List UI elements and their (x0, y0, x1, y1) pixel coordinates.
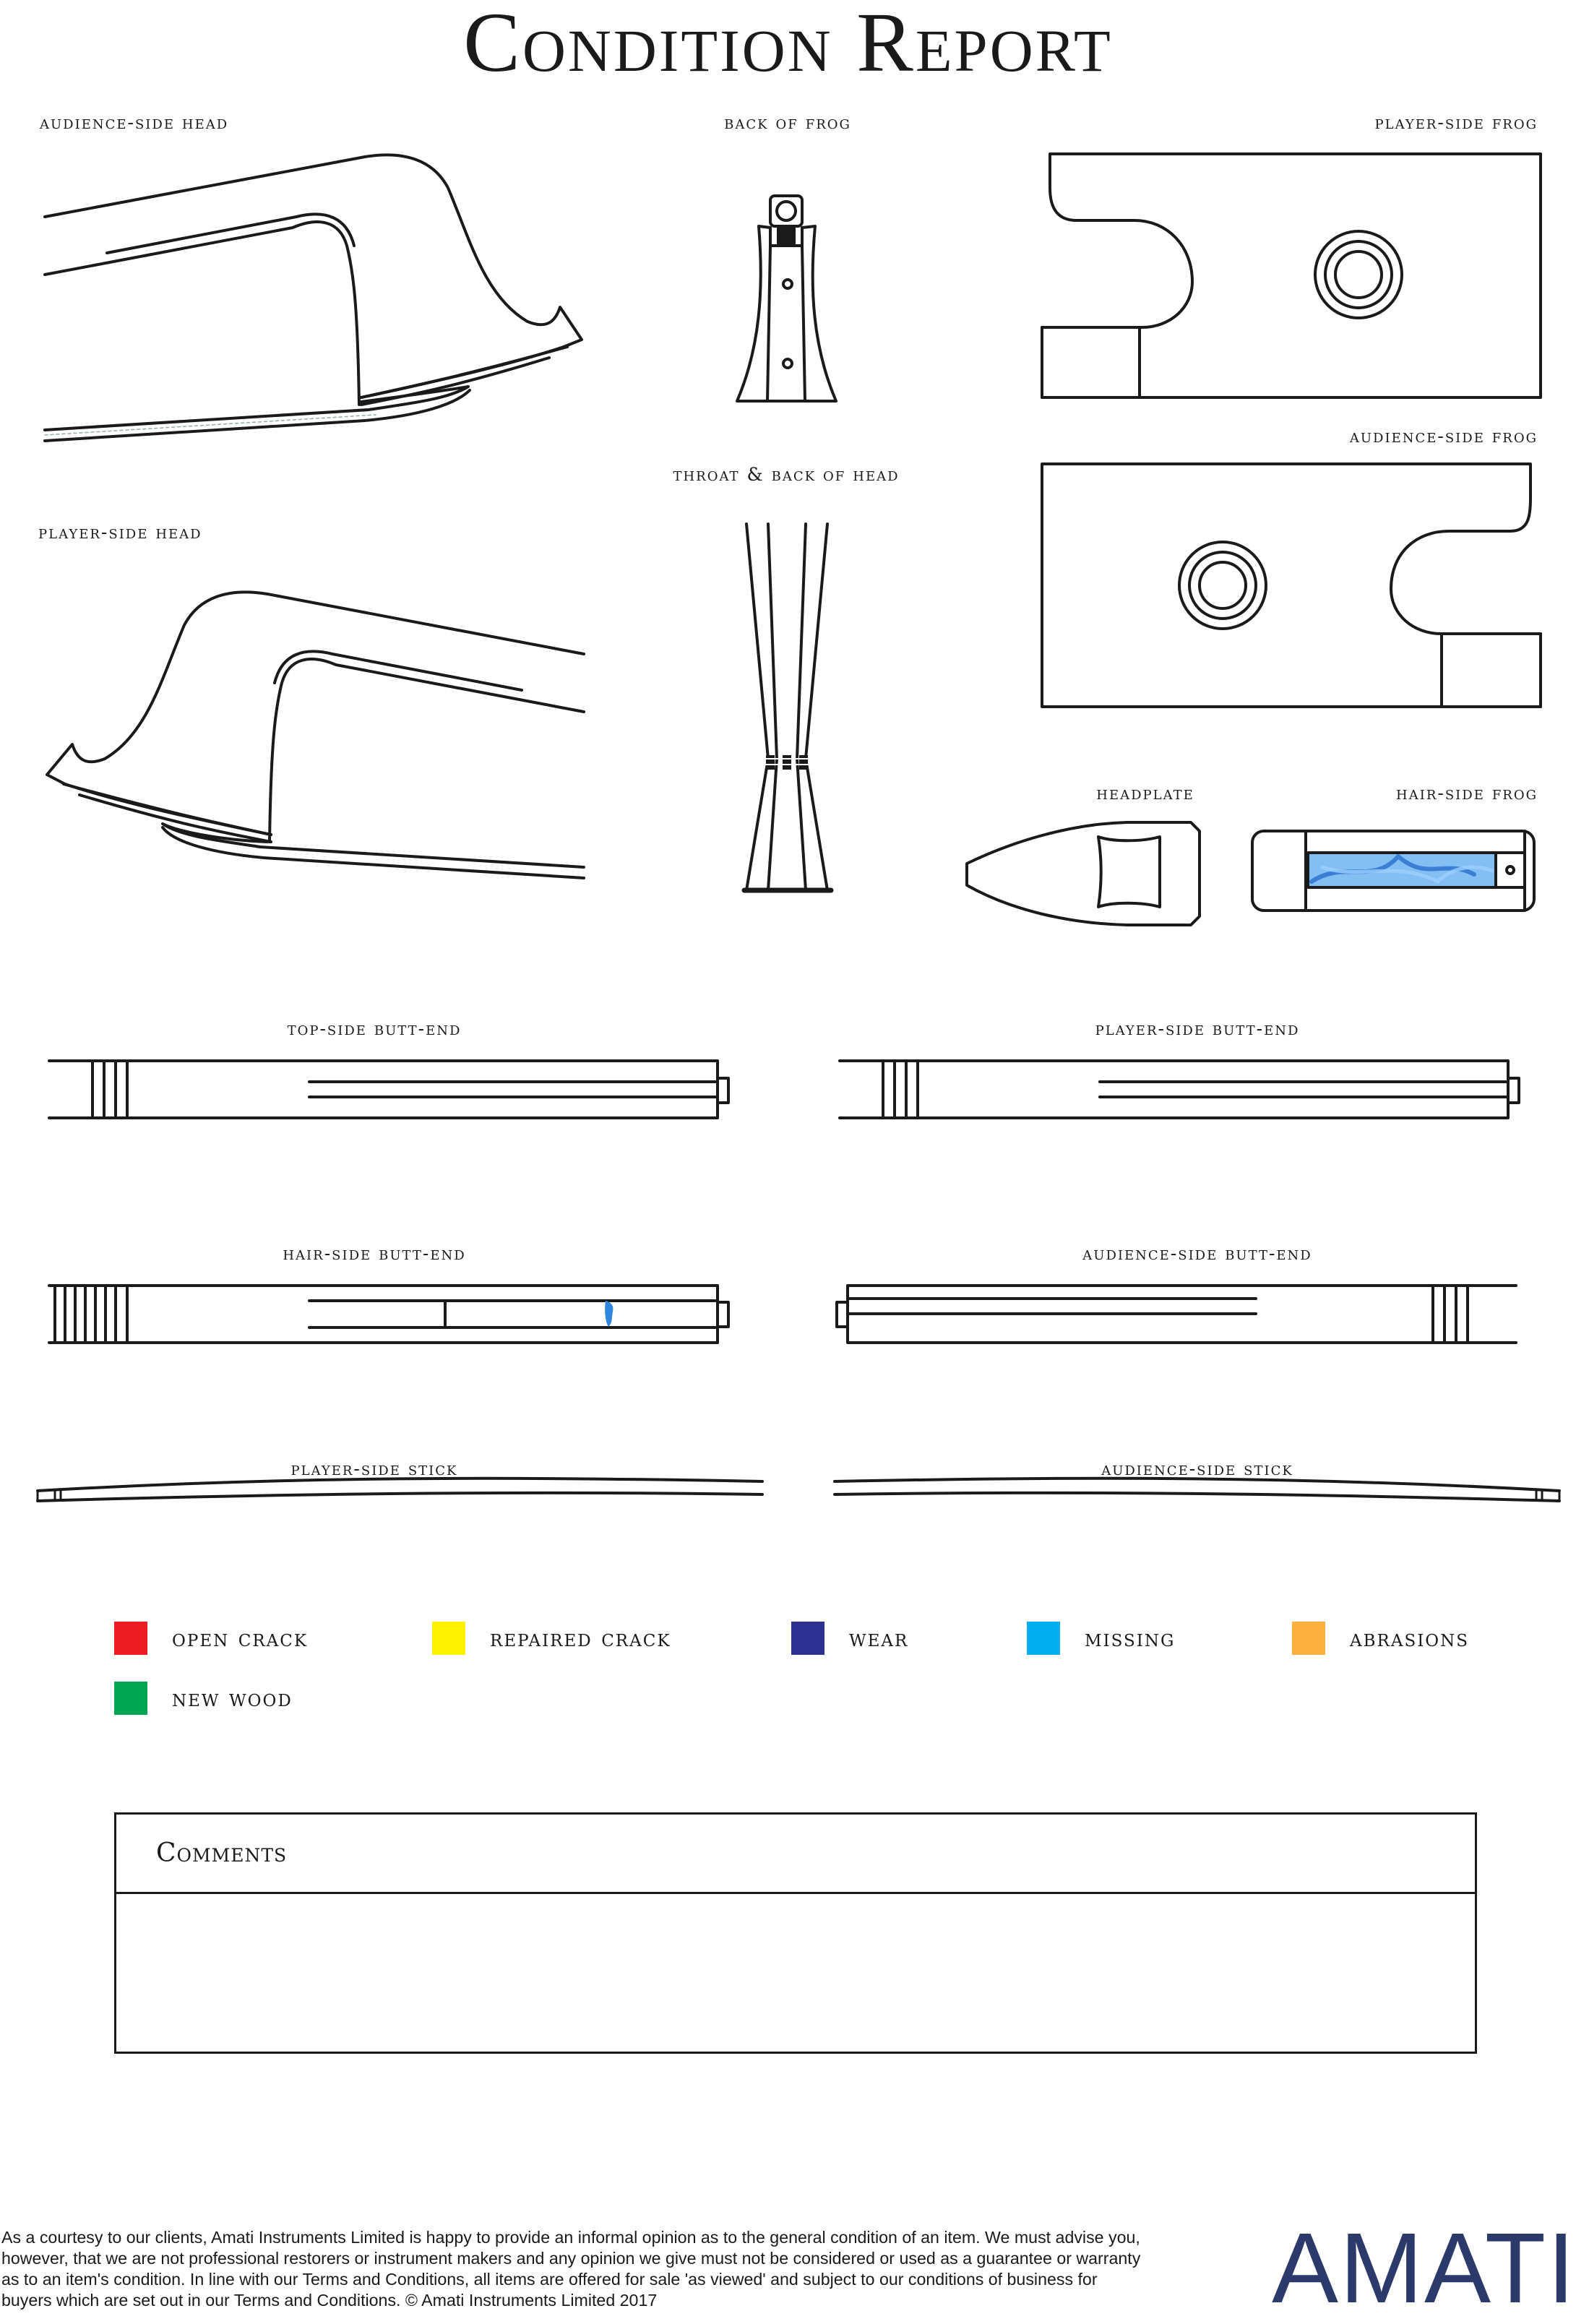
label-hair-side-frog: hair-side frog (1396, 783, 1538, 804)
comments-header (116, 1815, 1475, 1894)
page-title: Condition Report (463, 0, 1113, 90)
audience-side-head-drawing (45, 155, 582, 441)
swatch-missing (1027, 1622, 1060, 1655)
amati-logo: AMATI (1272, 2213, 1576, 2324)
label-throat-back-of-head: throat & back of head (673, 464, 900, 485)
swatch-wear (791, 1622, 824, 1655)
legend-label-missing: missing (1085, 1624, 1176, 1652)
legend-label-open-crack: open crack (172, 1624, 309, 1652)
missing-marking-hair-side-frog (1309, 854, 1494, 886)
label-audience-side-frog: audience-side frog (1349, 426, 1538, 447)
label-player-side-butt-end: player-side butt-end (1095, 1018, 1300, 1039)
player-side-stick-drawing (38, 1479, 762, 1501)
label-top-side-butt-end: top-side butt-end (287, 1018, 462, 1039)
label-player-side-head: player-side head (38, 522, 202, 543)
swatch-abrasions (1292, 1622, 1325, 1655)
throat-back-of-head-drawing (744, 524, 831, 890)
legend-label-repaired-crack: repaired crack (490, 1624, 671, 1652)
top-side-butt-end-drawing (49, 1061, 728, 1118)
comments-box (114, 1812, 1477, 2054)
label-hair-side-butt-end: hair-side butt-end (283, 1243, 466, 1264)
player-side-head-drawing (47, 592, 584, 878)
swatch-new-wood (114, 1682, 147, 1715)
headplate-drawing (967, 822, 1200, 925)
missing-marking-hair-side-butt-end (605, 1301, 613, 1327)
hair-side-butt-end-drawing (49, 1286, 728, 1343)
label-player-side-stick: player-side stick (290, 1458, 458, 1479)
label-audience-side-butt-end: audience-side butt-end (1082, 1243, 1312, 1264)
disclaimer-text: As a courtesy to our clients, Amati Instruments Limited is happy to provide an informal opinion as to the general condition of an item. We must advise you, however, that we are not professional restorers or instrument makers and any opinion we give must not be considered or used as a guarantee or warranty as to an item's condition. In line with our Terms and Conditions, all items are offered for sale 'as viewed' and subject to our conditions of business for buyers which are set out in our Terms and Conditions. © Amati Instruments Limited 2017 (1, 2228, 1141, 2310)
player-side-frog-drawing (1042, 154, 1541, 397)
legend-label-new-wood: new wood (172, 1684, 293, 1712)
audience-side-butt-end-drawing (837, 1286, 1516, 1343)
back-of-frog-drawing (737, 196, 836, 401)
legend-label-wear: wear (849, 1624, 909, 1652)
comments-title: Comments (156, 1838, 288, 1868)
legend-label-abrasions: abrasions (1350, 1624, 1470, 1652)
swatch-repaired-crack (432, 1622, 465, 1655)
audience-side-frog-drawing (1042, 464, 1541, 707)
label-back-of-frog: back of frog (724, 112, 851, 133)
player-side-butt-end-drawing (840, 1061, 1519, 1118)
label-headplate: headplate (1096, 783, 1194, 804)
label-audience-side-head: audience-side head (40, 112, 229, 133)
label-player-side-frog: player-side frog (1374, 112, 1538, 133)
label-audience-side-stick: audience-side stick (1101, 1458, 1293, 1479)
audience-side-stick-drawing (835, 1479, 1559, 1501)
swatch-open-crack (114, 1622, 147, 1655)
comments-field[interactable] (116, 1894, 1475, 2052)
